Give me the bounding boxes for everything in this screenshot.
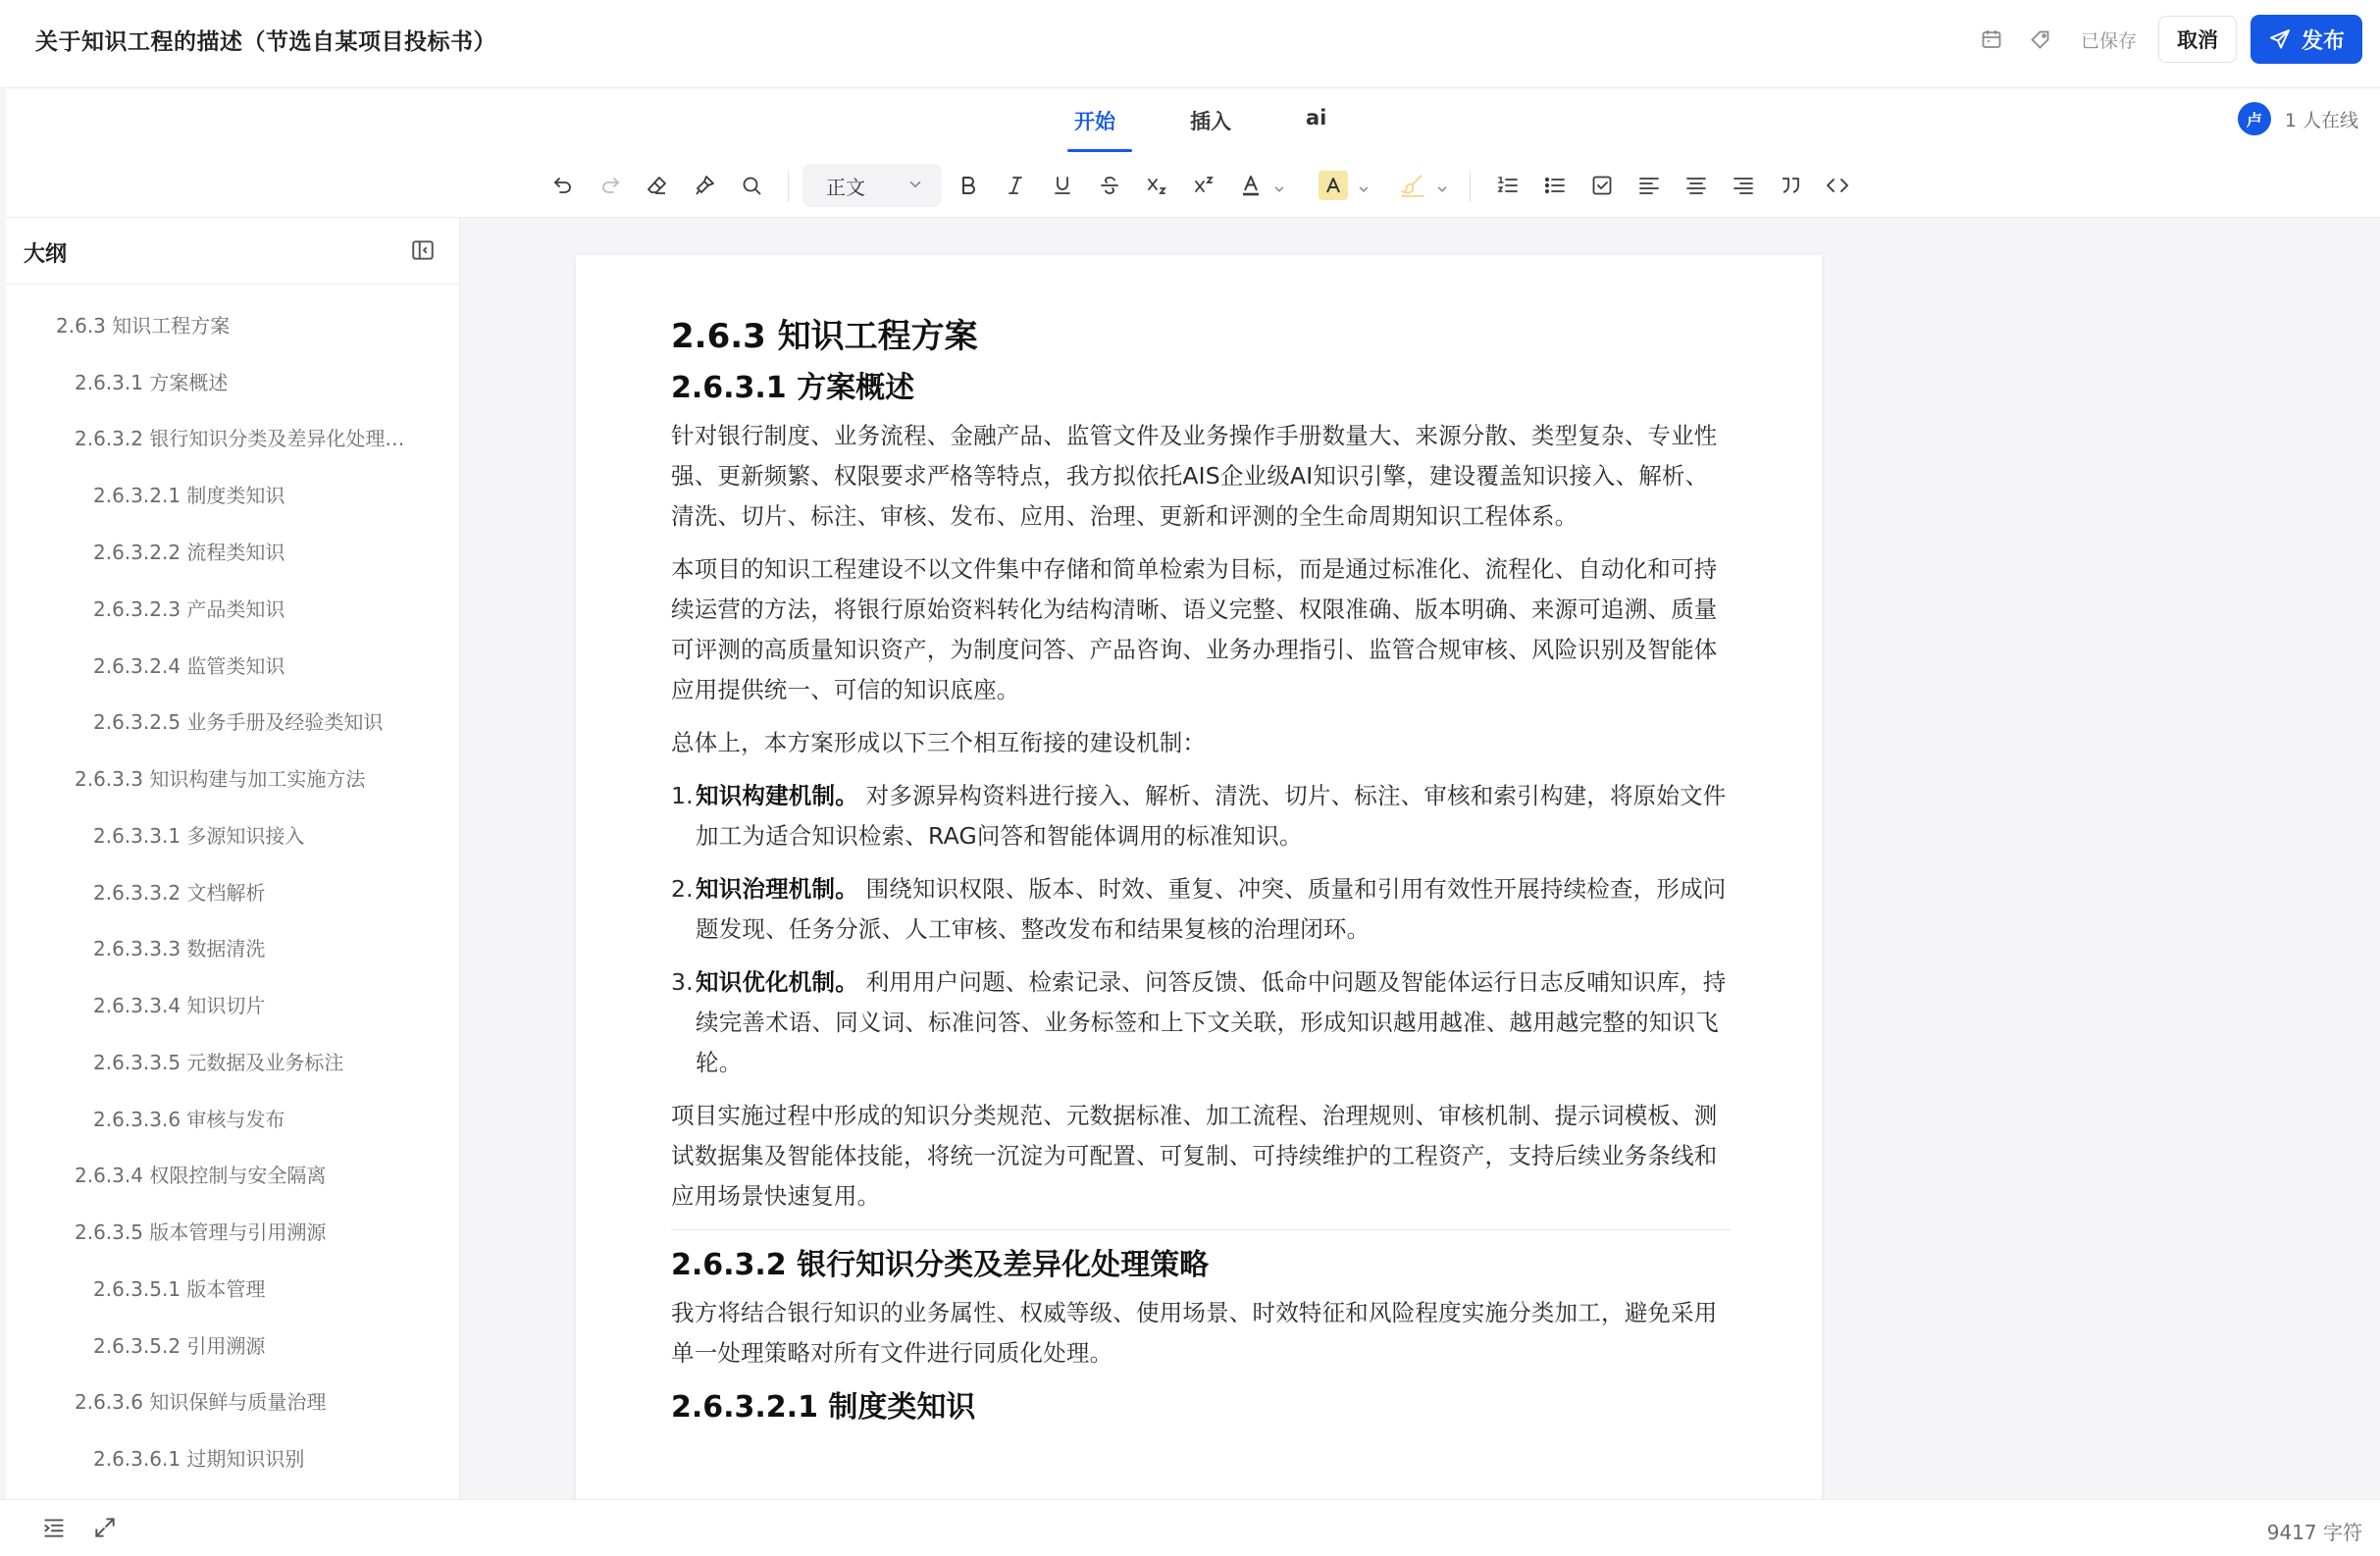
outline-item[interactable]: 2.6.3.5.2 引用溯源	[93, 1334, 266, 1358]
outline-item[interactable]: 2.6.3.3.3 数据清洗	[93, 937, 266, 960]
subscript-icon[interactable]	[1141, 170, 1172, 201]
list-item-text: 围绕知识权限、版本、时效、重复、冲突、质量和引用有效性开展持续检查，形成问题发现、任务分派、人工审核、整改发布和结果复核的治理闭环。	[696, 875, 1727, 943]
outline-item[interactable]: 2.6.3.4 权限控制与安全隔离	[75, 1164, 327, 1187]
list-item	[671, 962, 1731, 1083]
task-list-icon[interactable]	[1586, 170, 1618, 201]
outline-title: 大纲	[24, 242, 68, 267]
send-icon	[2268, 27, 2292, 51]
outline-item[interactable]: 2.6.3.6 知识保鲜与质量治理	[75, 1390, 327, 1414]
align-left-icon[interactable]	[1633, 170, 1665, 201]
document-content[interactable]	[671, 314, 1731, 1435]
toc-toggle-icon[interactable]	[41, 1515, 69, 1542]
undo-icon[interactable]	[547, 170, 579, 201]
list-item-title: 知识构建机制。	[696, 782, 858, 809]
list-number: 1.	[671, 782, 694, 809]
outline-item[interactable]: 2.6.3.2.5 业务手册及经验类知识	[93, 710, 384, 734]
outline-item[interactable]: 2.6.3.6.1 过期知识识别	[93, 1447, 305, 1471]
outline-item[interactable]: 2.6.3.3.5 元数据及业务标注	[93, 1051, 344, 1074]
fullscreen-icon[interactable]	[92, 1515, 120, 1542]
outline-item[interactable]: 2.6.3.2.4 监管类知识	[93, 654, 285, 678]
paragraph: 总体上，本方案形成以下三个相互衔接的建设机制：	[671, 729, 1207, 756]
list-item-title: 知识治理机制。	[696, 875, 858, 903]
superscript-icon[interactable]	[1188, 170, 1219, 201]
redo-icon[interactable]	[595, 170, 626, 201]
list-item	[671, 776, 1731, 856]
outline-item[interactable]: 2.6.3.3.1 多源知识接入	[93, 824, 305, 848]
paragraph: 项目实施过程中形成的知识分类规范、元数据标准、加工流程、治理规则、审核机制、提示词模板、测试数据集及智能体技能，将统一沉淀为可配置、可复制、可持续维护的工程资产，支持后续业务条线和应用场景快速复用。	[671, 1102, 1718, 1210]
top-bar	[0, 0, 2380, 88]
chevron-down-icon[interactable]	[1357, 182, 1371, 196]
ordered-list-icon[interactable]	[1492, 170, 1524, 201]
collapse-sidebar-icon[interactable]	[410, 237, 438, 265]
calendar-icon[interactable]	[1977, 25, 2006, 54]
heading-policy-knowledge: 2.6.3.2.1 制度类知识	[671, 1390, 976, 1425]
paragraph-style-value: 正文	[826, 175, 865, 199]
format-painter-icon[interactable]	[689, 170, 720, 201]
list-item-text: 利用用户问题、检索记录、问答反馈、低命中问题及智能体运行日志反哺知识库，持续完善术语、同义词、标准问答、业务标签和上下文关联，形成知识越用越准、越用越完整的知识飞轮。	[696, 968, 1727, 1076]
eraser-icon[interactable]	[642, 170, 673, 201]
align-center-icon[interactable]	[1681, 170, 1712, 201]
format-toolbar	[6, 153, 2380, 218]
word-count: 9417 字符	[2266, 1521, 2362, 1544]
toolbar-divider	[1470, 171, 1471, 202]
list-number: 3.	[671, 968, 694, 996]
document-title[interactable]: 关于知识工程的描述（节选自某项目投标书）	[35, 29, 496, 55]
align-right-icon[interactable]	[1728, 170, 1759, 201]
chevron-down-icon[interactable]	[1272, 182, 1286, 196]
search-icon[interactable]	[736, 170, 767, 201]
outline-item[interactable]: 2.6.3.3.6 审核与发布	[93, 1108, 285, 1131]
code-icon[interactable]	[1822, 170, 1853, 201]
document-page[interactable]	[576, 255, 1822, 1499]
outline-item[interactable]: 2.6.3.3 知识构建与加工实施方法	[75, 767, 366, 791]
outline-header	[6, 218, 459, 285]
outline-item[interactable]: 2.6.3.1 方案概述	[75, 371, 229, 394]
tab-ai[interactable]: ai	[1306, 106, 1327, 130]
paragraph-style-select[interactable]	[802, 164, 942, 207]
online-users[interactable]	[2238, 102, 2358, 135]
outline-item[interactable]: 2.6.3.2.2 流程类知识	[93, 541, 285, 564]
outline-item[interactable]: 2.6.3.2.1 制度类知识	[93, 484, 285, 507]
brush-icon[interactable]	[1397, 170, 1428, 201]
list-number: 2.	[671, 875, 694, 903]
underline-icon[interactable]	[1047, 170, 1078, 201]
tag-icon[interactable]	[2026, 25, 2055, 54]
publish-button[interactable]	[2251, 15, 2362, 64]
heading-classification: 2.6.3.2 银行知识分类及差异化处理策略	[671, 1248, 1210, 1282]
online-count: 1 人在线	[2284, 109, 2358, 131]
outline-item[interactable]: 2.6.3.5 版本管理与引用溯源	[75, 1220, 327, 1244]
paragraph: 本项目的知识工程建设不以文件集中存储和简单检索为目标，而是通过标准化、流程化、自动化和可持续运营的方法，将银行原始资料转化为结构清晰、语义完整、权限准确、版本明确、来源可追溯、质量可评测的高质量知识资产，为制度问答、产品咨询、业务办理指引、监管合规审核、风险识别及智能体应用提供统一、可信的知识底座。	[671, 555, 1718, 703]
strikethrough-icon[interactable]	[1094, 170, 1125, 201]
chevron-down-icon	[906, 176, 924, 193]
outline-item[interactable]: 2.6.3.3.4 知识切片	[93, 994, 266, 1017]
outline-item[interactable]: 2.6.3 知识工程方案	[56, 314, 231, 337]
publish-label: 发布	[2301, 28, 2345, 54]
italic-icon[interactable]	[1000, 170, 1031, 201]
quote-icon[interactable]	[1775, 170, 1806, 201]
bullet-list-icon[interactable]	[1539, 170, 1571, 201]
font-color-icon[interactable]	[1235, 170, 1267, 201]
ribbon-tabs	[6, 88, 2380, 153]
outline-item[interactable]: 2.6.3.2 银行知识分类及差异化处理…	[75, 427, 405, 450]
editor-canvas	[461, 218, 2380, 1499]
outline-item[interactable]: 2.6.3.5.1 版本管理	[93, 1277, 266, 1301]
status-bar	[0, 1499, 2380, 1556]
toolbar-divider	[788, 171, 789, 202]
avatar: 卢	[2238, 102, 2271, 135]
chevron-down-icon[interactable]	[1435, 182, 1449, 196]
outline-item[interactable]: 2.6.3.2.3 产品类知识	[93, 597, 285, 621]
highlight-icon[interactable]	[1318, 170, 1349, 201]
paragraph: 针对银行制度、业务流程、金融产品、监管文件及业务操作手册数量大、来源分散、类型复杂、专业性强、更新频繁、权限要求严格等特点，我方拟依托AIS企业级AI知识引擎，建设覆盖知识接入、解析、清洗、切片、标注、审核、发布、应用、治理、更新和评测的全生命周期知识工程体系。	[671, 422, 1718, 530]
saved-status: 已保存	[2080, 29, 2137, 52]
tab-insert[interactable]: 插入	[1190, 110, 1231, 133]
mechanism-list	[671, 776, 1731, 1083]
outline-sidebar	[6, 218, 460, 1499]
heading-main: 2.6.3 知识工程方案	[671, 317, 978, 356]
heading-overview: 2.6.3.1 方案概述	[671, 371, 915, 405]
bold-icon[interactable]	[953, 170, 984, 201]
top-actions	[1957, 15, 2362, 64]
paragraph: 我方将结合银行知识的业务属性、权威等级、使用场景、时效特征和风险程度实施分类加工，避免采用单一处理策略对所有文件进行同质化处理。	[671, 1299, 1718, 1367]
list-item-text: 对多源异构资料进行接入、解析、清洗、切片、标注、审核和索引构建，将原始文件加工为适合知识检索、RAG问答和智能体调用的标准知识。	[696, 782, 1727, 850]
horizontal-rule	[671, 1229, 1731, 1230]
list-item	[671, 869, 1731, 950]
tab-start[interactable]: 开始	[1074, 110, 1115, 133]
cancel-button[interactable]: 取消	[2158, 16, 2237, 63]
list-item-title: 知识优化机制。	[696, 968, 858, 996]
outline-item[interactable]: 2.6.3.3.2 文档解析	[93, 881, 266, 905]
active-tab-indicator	[1067, 149, 1132, 152]
